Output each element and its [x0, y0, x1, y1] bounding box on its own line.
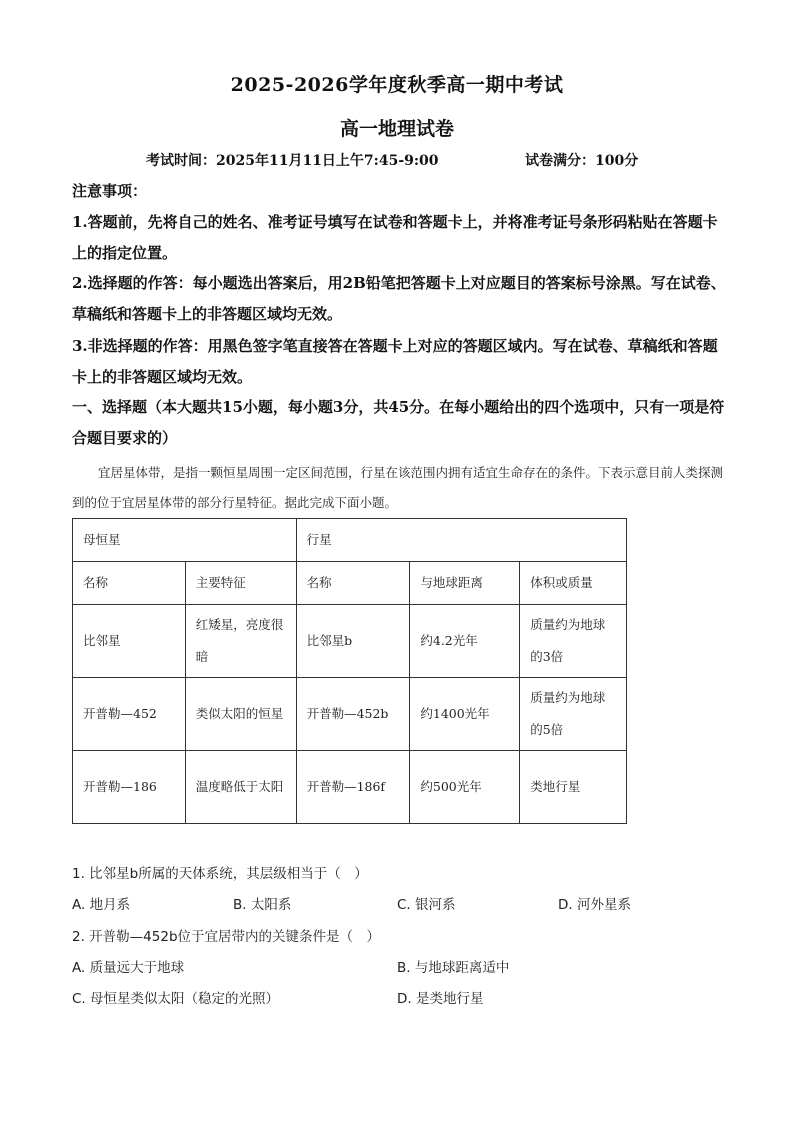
table-cell: 比邻星 — [73, 605, 186, 678]
table-cell: 比邻星b — [296, 605, 410, 678]
question-1-option-c: C. 银河系 — [397, 897, 456, 913]
notice-heading: 注意事项： — [72, 182, 148, 200]
question-2-option-a: A. 质量远大于地球 — [72, 960, 185, 976]
table-cell: 温度略低于太阳 — [185, 751, 296, 824]
table-row — [73, 678, 627, 751]
table-cell: 开普勒—452 — [73, 678, 186, 751]
table-cell: 开普勒—186 — [73, 751, 186, 824]
notice-item-2: 2.选择题的作答：每小题选出答案后，用2B铅笔把答题卡上对应题目的答案标号涂黑。写在试卷、草稿纸和答题卡上的非答题区域均无效。 — [72, 274, 726, 323]
table-group-star: 母恒星 — [73, 519, 297, 562]
table-header: 主要特征 — [185, 562, 296, 605]
table-group-row — [73, 519, 627, 562]
table-cell: 开普勒—452b — [296, 678, 410, 751]
full-score: 试卷满分：100分 — [525, 153, 639, 169]
question-2-stem: 2. 开普勒—452b位于宜居带内的关键条件是（ ） — [72, 929, 381, 945]
table-group-planet: 行星 — [296, 519, 626, 562]
exam-subtitle: 高一地理试卷 — [339, 118, 454, 140]
question-1-option-b: B. 太阳系 — [233, 897, 292, 913]
passage-intro: 宜居星体带，是指一颗恒星周围一定区间范围，行星在该范围内拥有适宜生命存在的条件。下表示意目前人类探测到的位于宜居星体带的部分行星特征。据此完成下面小题。 — [72, 465, 724, 510]
table-cell: 质量约为地球的5倍 — [520, 678, 627, 751]
table-row — [73, 605, 627, 678]
exam-time: 考试时间：2025年11月11日上午7:45-9:00 — [146, 153, 439, 169]
exam-title: 2025-2026学年度秋季高一期中考试 — [230, 74, 564, 96]
table-header: 名称 — [73, 562, 186, 605]
question-1-option-a: A. 地月系 — [72, 897, 131, 913]
table-cell: 红矮星，亮度很暗 — [185, 605, 296, 678]
table-cell: 质量约为地球的3倍 — [520, 605, 627, 678]
table-cell: 约500光年 — [410, 751, 520, 824]
table-cell: 开普勒—186f — [296, 751, 410, 824]
table-cell: 约1400光年 — [410, 678, 520, 751]
notice-item-3: 3.非选择题的作答：用黑色签字笔直接答在答题卡上对应的答题区域内。写在试卷、草稿纸和答题卡上的非答题区域均无效。 — [72, 337, 718, 386]
table-cell: 约4.2光年 — [410, 605, 520, 678]
planet-table — [72, 518, 627, 824]
table-header: 体积或质量 — [520, 562, 627, 605]
table-cell: 类似太阳的恒星 — [185, 678, 296, 751]
table-header-row — [73, 562, 627, 605]
question-1-option-d: D. 河外星系 — [558, 897, 631, 913]
question-1-stem: 1. 比邻星b所属的天体系统，其层级相当于（ ） — [72, 866, 368, 882]
question-2-option-d: D. 是类地行星 — [397, 991, 484, 1007]
table-row — [73, 751, 627, 824]
table-cell: 类地行星 — [520, 751, 627, 824]
question-2-option-c: C. 母恒星类似太阳（稳定的光照） — [72, 991, 280, 1007]
section-heading: 一、选择题（本大题共15小题，每小题3分，共45分。在每小题给出的四个选项中，只有一项是符合题目要求的） — [72, 398, 725, 447]
table-header: 与地球距离 — [410, 562, 520, 605]
question-2-option-b: B. 与地球距离适中 — [397, 960, 510, 976]
table-header: 名称 — [296, 562, 410, 605]
notice-item-1: 1.答题前，先将自己的姓名、准考证号填写在试卷和答题卡上，并将准考证号条形码粘贴在答题卡上的指定位置。 — [72, 213, 718, 262]
